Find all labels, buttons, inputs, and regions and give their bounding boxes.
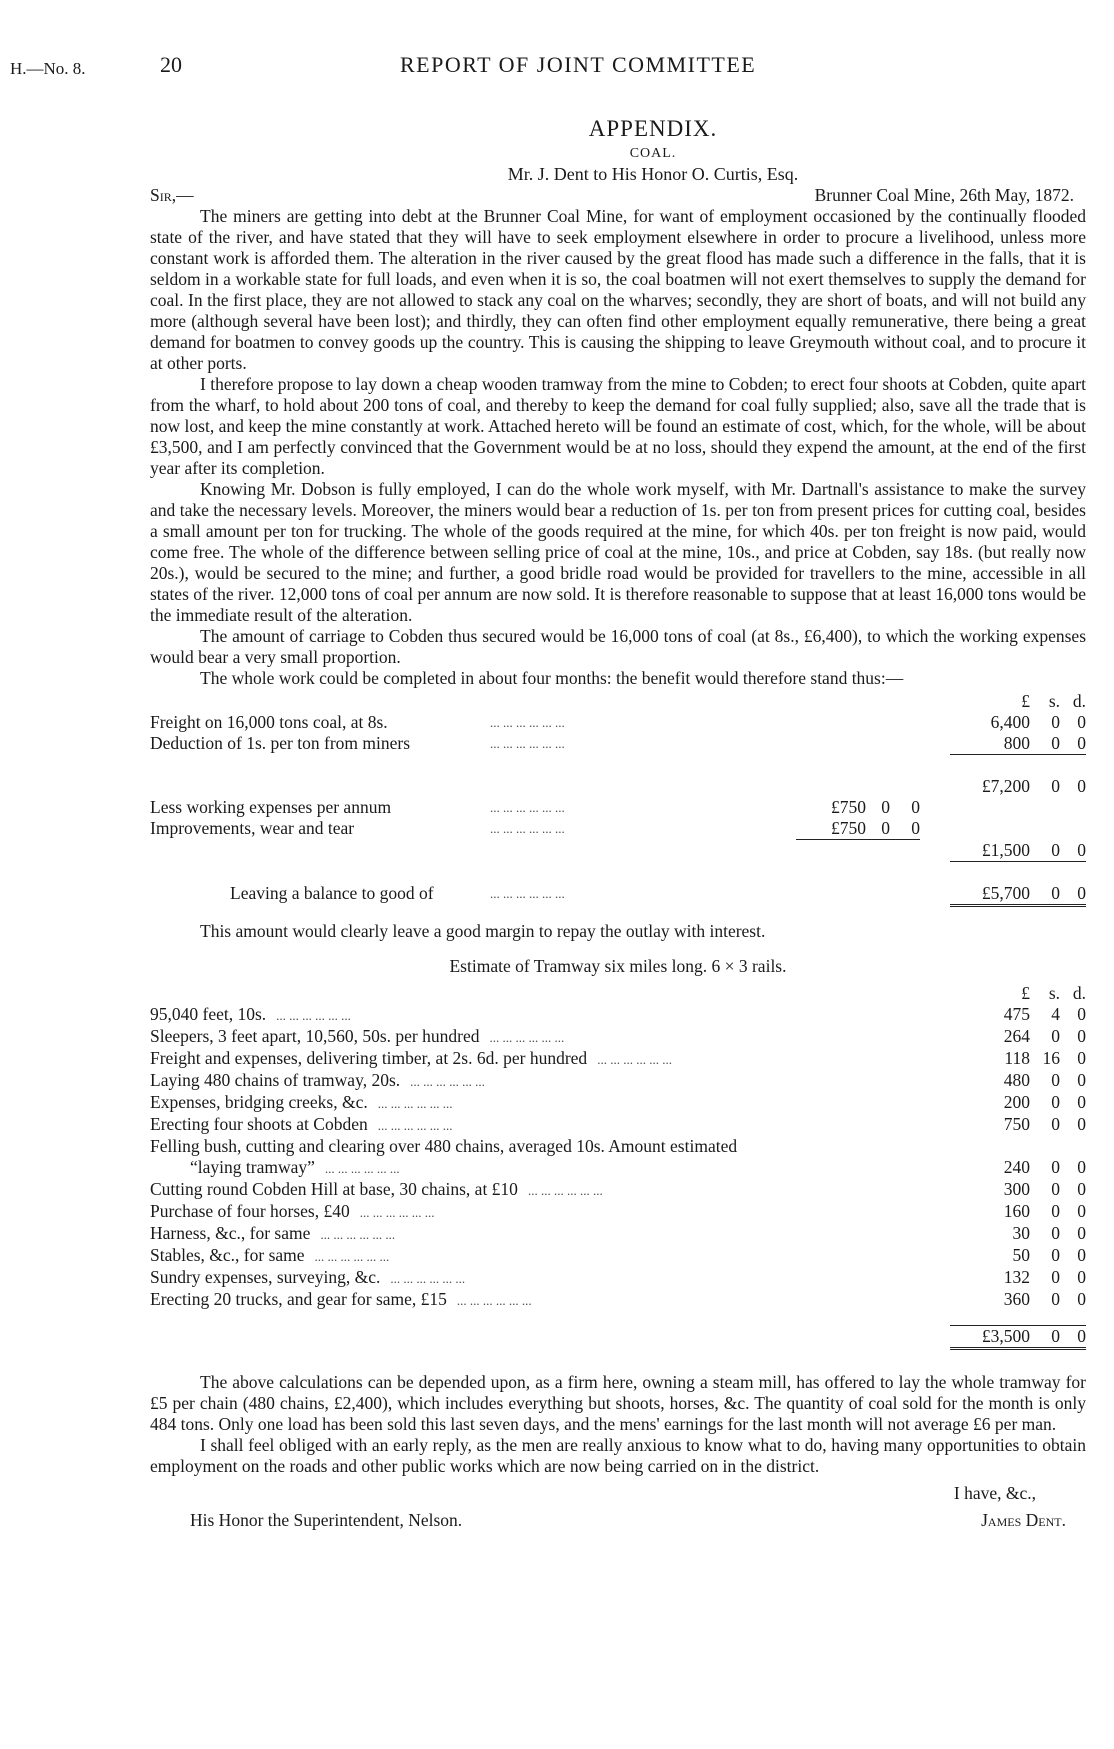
pence: 0 <box>1077 1114 1086 1134</box>
dot-leader: ... ... ... ... ... ... <box>410 1073 485 1089</box>
paragraph: This amount would clearly leave a good margin to repay the outlay with interest. <box>200 920 766 941</box>
pence: 0 <box>1077 1004 1086 1024</box>
dot-leader: ... ... ... ... ... ... <box>456 1292 532 1308</box>
pounds: 475 <box>1003 1004 1030 1024</box>
row-label: Sundry expenses, surveying, &c. ... ... ... ... ... ... <box>150 1266 466 1287</box>
benefit-table <box>150 691 1086 907</box>
dot-leader: ... ... ... ... ... ... <box>597 1051 672 1067</box>
paragraph: The amount of carriage to Cobden thus secured would be 16,000 tons of coal (at 8s., £6,400), to which the working expenses would bear a very small proportion. <box>150 626 1086 667</box>
appendix-heading: APPENDIX. <box>588 116 718 141</box>
table-row <box>150 1223 1086 1245</box>
table-row <box>150 818 1086 840</box>
dot-leader: ... ... ... ... ... ... <box>359 1204 435 1220</box>
table-row <box>150 733 1086 755</box>
shillings: 0 <box>1051 1114 1060 1134</box>
table-row <box>150 1070 1086 1092</box>
row-label: Harness, &c., for same ... ... ... ... ... ... <box>150 1222 396 1243</box>
pence-header: d. <box>1072 691 1086 711</box>
page-number: 20 <box>160 52 182 77</box>
shillings: 0 <box>1051 1289 1060 1309</box>
pounds-header: £ <box>1021 691 1030 711</box>
pounds: 480 <box>1003 1070 1030 1090</box>
pounds: 160 <box>1003 1201 1030 1221</box>
table-row <box>150 1004 1086 1026</box>
table-row <box>150 1114 1086 1136</box>
pence: 0 <box>1077 1157 1086 1177</box>
estimate-heading: Estimate of Tramway six miles long. 6 × 3 rails. <box>449 955 787 976</box>
table-row <box>150 1201 1086 1223</box>
pounds: 300 <box>1003 1179 1030 1199</box>
shillings: 0 <box>1051 1157 1060 1177</box>
paragraph: I shall feel obliged with an early reply, as the men are really anxious to know what to do, having many opportunities to obtain employment on the roads and other public works which are now being carried on in the district. <box>150 1434 1086 1476</box>
document-reference: H.—No. 8. <box>10 59 86 78</box>
shillings: 0 <box>1051 1201 1060 1221</box>
row-label: Erecting four shoots at Cobden ... ... ... ... ... ... <box>150 1113 453 1134</box>
estimate-total <box>150 1325 1086 1350</box>
table-row <box>150 1026 1086 1048</box>
row-label: Purchase of four horses, £40 ... ... ... ... ... ... <box>150 1200 435 1221</box>
table-row-continued <box>150 1136 1086 1157</box>
pounds: £1,500 <box>981 839 1030 860</box>
dot-leader: ... ... ... ... ... ... <box>489 1029 565 1045</box>
dot-leader: ... ... ... ... ... ... <box>490 821 565 837</box>
shillings: 0 <box>1051 1092 1060 1112</box>
place-date: Brunner Coal Mine, 26th May, 1872. <box>814 185 1074 205</box>
pounds: £7,200 <box>981 776 1030 796</box>
paragraph: Knowing Mr. Dobson is fully employed, I can do the whole work myself, with Mr. Dartnall's assistance to make the survey and take the necessary levels. Moreover, the miners would bear a reduction of 1s. per ton from present prices for cutting coal, besides a small amount per ton for trucking. The whole of the goods required at the mine, for which 40s. per ton freight is now paid, would come free. The whole of the difference between selling price of coal at the mine, 10s., and price at Cobden, say 18s. (but really now 20s.), would be secured to the mine; and further, a good bridle road would be provided for travellers to the mine, accessible in all states of the river. 12,000 tons of coal per annum are now sold. It is therefore reasonable to suppose that at least 16,000 tons would be the immediate result of the alteration. <box>150 479 1086 625</box>
pounds: 240 <box>1003 1157 1030 1177</box>
signature-line <box>150 1510 1086 1531</box>
pence: 0 <box>1077 733 1086 753</box>
pence: 0 <box>1077 712 1086 732</box>
row-label: Cutting round Cobden Hill at base, 30 chains, at £10 ... ... ... ... ... ... <box>150 1178 603 1199</box>
pounds: 50 <box>1012 1245 1030 1265</box>
pounds: 360 <box>1003 1289 1030 1309</box>
paragraph: The above calculations can be depended upon, as a firm here, owning a steam mill, has offered to lay the whole tramway for £5 per chain (480 chains, £2,400), which includes everything but shoots, horses, &c. The quantity of coal sold for the month is only 484 tons. Only one load has been sold this last seven days, and the mens' earnings for the last month will not average £6 per man. <box>150 1371 1086 1434</box>
row-label: Freight on 16,000 tons coal, at 8s. <box>150 712 388 732</box>
table-row <box>150 1245 1086 1267</box>
dot-leader: ... ... ... ... ... ... <box>320 1226 396 1242</box>
column-headers <box>150 691 1086 712</box>
balance-row <box>150 883 1086 906</box>
row-label: “laying tramway” ... ... ... ... ... ... <box>190 1156 400 1177</box>
pounds: 30 <box>1012 1223 1030 1243</box>
column-headers <box>150 983 1086 1004</box>
paragraph: The whole work could be completed in about four months: the benefit would therefore stand thus:— <box>200 668 904 688</box>
subtotal-row <box>150 840 1086 862</box>
shillings: 0 <box>1051 1179 1060 1199</box>
row-label: Felling bush, cutting and clearing over 480 chains, averaged 10s. Amount estimated <box>150 1135 738 1156</box>
pence: 0 <box>1077 1289 1086 1309</box>
shillings-header: s. <box>1048 982 1060 1003</box>
pence: 0 <box>1077 1179 1086 1199</box>
shillings: 0 <box>1051 839 1060 860</box>
addressee: His Honor the Superintendent, Nelson. <box>190 1509 463 1530</box>
running-title: REPORT OF JOINT COMMITTEE <box>400 52 757 77</box>
pounds-header: £ <box>1021 982 1030 1003</box>
paragraph: The miners are getting into debt at the Brunner Coal Mine, for want of employment occasioned by the continually flooded state of the river, and have stated that they will have to seek employment elsewhere in order to procure a livelihood, unless more constant work is afforded them. The alteration in the river caused by the great flood has made such a difference in the falls, that it is seldom in a workable state for full loads, and even when it is so, the coal boatmen will not exert themselves to supply the demand for coal. In the first place, they are not allowed to stack any coal on the wharves; secondly, they are short of boats, and will not build any more (although several have been lost); and thirdly, they can often find other employment equally remunerative, there being a great demand for boatmen to convey goods up the country. This is causing the shipping to leave Greymouth without coal, and to procure it at other ports. <box>150 206 1086 373</box>
shillings: 0 <box>1051 733 1060 753</box>
row-label: Freight and expenses, delivering timber, at 2s. 6d. per hundred ... ... ... ... ... ... <box>150 1047 672 1068</box>
pence: 0 <box>911 818 920 838</box>
dot-leader: ... ... ... ... ... ... <box>490 715 565 730</box>
dot-leader: ... ... ... ... ... ... <box>490 886 565 902</box>
pence: 0 <box>1077 1070 1086 1090</box>
sign-off: I have, &c., <box>953 1482 1036 1503</box>
row-label: 95,040 feet, 10s. ... ... ... ... ... ... <box>150 1003 351 1024</box>
letter-heading: Mr. J. Dent to His Honor O. Curtis, Esq. <box>507 164 799 184</box>
dot-leader: ... ... ... ... ... ... <box>490 800 565 815</box>
dot-leader: ... ... ... ... ... ... <box>390 1270 466 1286</box>
table-row <box>150 797 1086 818</box>
shillings: 0 <box>1051 1026 1060 1046</box>
total-pounds: £3,500 <box>950 1325 1030 1348</box>
pence: 0 <box>1077 839 1086 860</box>
pence-header: d. <box>1072 982 1086 1003</box>
shillings: 16 <box>1042 1048 1060 1068</box>
shillings: 0 <box>1051 1267 1060 1287</box>
table-row <box>150 1157 1086 1179</box>
row-label: Stables, &c., for same ... ... ... ... ... ... <box>150 1244 390 1265</box>
shillings-header: s. <box>1048 691 1060 711</box>
section-heading: COAL. <box>629 146 677 161</box>
dot-leader: ... ... ... ... ... ... <box>276 1007 351 1023</box>
table-row <box>150 1048 1086 1070</box>
pounds: 118 <box>1004 1048 1030 1068</box>
row-label: Improvements, wear and tear <box>150 818 355 839</box>
table-row <box>150 1179 1086 1201</box>
pounds: 264 <box>1003 1026 1030 1046</box>
row-label: Sleepers, 3 feet apart, 10,560, 50s. per hundred ... ... ... ... ... ... <box>150 1025 565 1046</box>
subtotal-row <box>150 776 1086 797</box>
pence: 0 <box>1077 1223 1086 1243</box>
signature: James Dent. <box>981 1509 1066 1530</box>
dot-leader: ... ... ... ... ... ... <box>324 1160 400 1176</box>
pence: 0 <box>1077 1048 1086 1068</box>
pence: 0 <box>1077 1092 1086 1112</box>
page-header <box>0 52 1114 82</box>
row-label: Less working expenses per annum <box>150 797 392 817</box>
table-row <box>150 1289 1086 1311</box>
table-row <box>150 1267 1086 1289</box>
pence: 0 <box>1077 1201 1086 1221</box>
dot-leader: ... ... ... ... ... ... <box>490 736 565 752</box>
shillings: 4 <box>1051 1004 1060 1024</box>
pence: 0 <box>1077 776 1086 796</box>
pence: 0 <box>1077 1267 1086 1287</box>
salutation-line <box>150 185 1086 206</box>
table-row <box>150 712 1086 733</box>
pounds: 6,400 <box>990 712 1030 732</box>
pence: 0 <box>1077 1026 1086 1046</box>
salutation: Sir,— <box>150 185 194 205</box>
row-label: Deduction of 1s. per ton from miners <box>150 733 411 754</box>
pence: 0 <box>1060 883 1086 906</box>
pounds: £5,700 <box>950 883 1030 906</box>
paragraph: I therefore propose to lay down a cheap wooden tramway from the mine to Cobden; to erect four shoots at Cobden, quite apart from the wharf, to hold about 200 tons of coal, and thereby to keep the demand for coal fully supplied; also, save all the trade that is now lost, and keep the mine constantly at work. Attached hereto will be found an estimate of cost, which, for the whole, will be about £3,500, and I am perfectly convinced that the Government would be at no loss, should they expend the amount, at the end of the first year after its completion. <box>150 374 1086 478</box>
pence: 0 <box>911 797 920 817</box>
total-shillings: 0 <box>1030 1325 1060 1348</box>
shillings: 0 <box>1030 883 1060 906</box>
dot-leader: ... ... ... ... ... ... <box>527 1182 603 1198</box>
dot-leader: ... ... ... ... ... ... <box>314 1248 390 1264</box>
shillings: 0 <box>1051 1070 1060 1090</box>
pounds: 132 <box>1003 1267 1030 1287</box>
table-row <box>150 1092 1086 1114</box>
shillings: 0 <box>1051 712 1060 732</box>
row-label: Expenses, bridging creeks, &c. ... ... ... ... ... ... <box>150 1091 453 1112</box>
shillings: 0 <box>1051 1223 1060 1243</box>
estimate-table <box>150 983 1086 1311</box>
shillings: 0 <box>881 797 890 817</box>
row-label: Erecting 20 trucks, and gear for same, £15 ... ... ... ... ... ... <box>150 1288 532 1309</box>
pounds: £750 <box>831 797 866 817</box>
shillings: 0 <box>1051 1245 1060 1265</box>
total-pence: 0 <box>1060 1325 1086 1348</box>
pounds: £750 <box>831 818 866 838</box>
pence: 0 <box>1077 1245 1086 1265</box>
shillings: 0 <box>881 818 890 838</box>
row-label: Leaving a balance to good of <box>230 883 434 904</box>
pounds: 800 <box>1003 733 1030 753</box>
dot-leader: ... ... ... ... ... ... <box>377 1095 453 1111</box>
document-body <box>150 115 1086 1531</box>
shillings: 0 <box>1051 776 1060 796</box>
pounds: 200 <box>1003 1092 1030 1112</box>
pounds: 750 <box>1003 1114 1030 1134</box>
dot-leader: ... ... ... ... ... ... <box>377 1117 453 1133</box>
row-label: Laying 480 chains of tramway, 20s. ... ... ... ... ... ... <box>150 1069 485 1090</box>
